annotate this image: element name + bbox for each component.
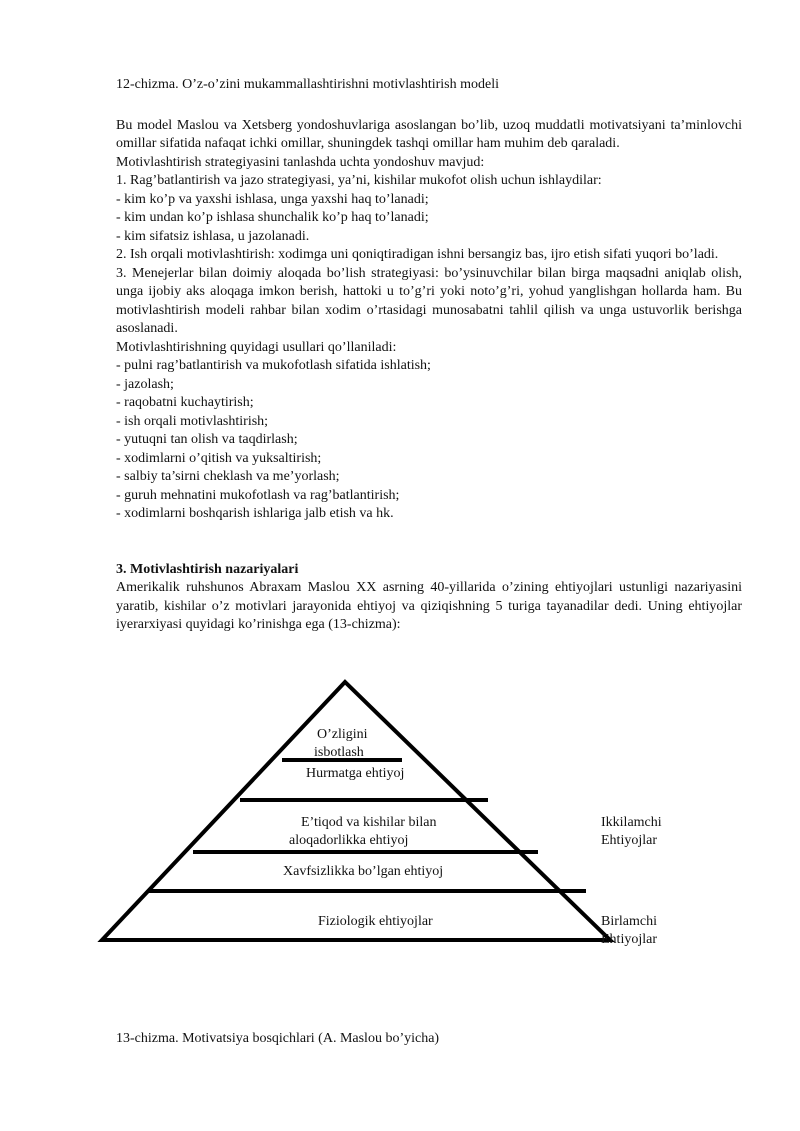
strategy-1-item: - kim ko’p va yaxshi ishlasa, unga yaxshi haq to’lanadi; <box>116 191 429 207</box>
level3-label-line1: E’tiqod va kishilar bilan <box>301 815 437 830</box>
secondary-needs-line2: Ehtiyojlar <box>601 833 657 848</box>
level2-label: Xavfsizlikka bo’lgan ehtiyoj <box>283 864 444 879</box>
method-item: - yutuqni tan olish va taqdirlash; <box>116 432 298 447</box>
method-item: - xodimlarni o’qitish va yuksaltirish; <box>116 450 322 466</box>
method-item: - raqobatni kuchaytirish; <box>116 395 254 410</box>
method-item: - jazolash; <box>116 376 174 392</box>
secondary-needs-line1: Ikkilamchi <box>601 815 662 830</box>
level5-label-line1: O’zligini <box>317 727 368 742</box>
pyramid-outline <box>102 682 610 940</box>
method-item: - xodimlarni boshqarish ishlariga jalb etish va hk. <box>116 506 394 521</box>
theory-paragraph: Amerikalik ruhshunos Abraxam Maslou XX asrning 40-yillarida o’zining ehtiyojlari ustunligi nazariyasini yaratib, kishilar o’z motivlari jarayonida ehtiyoj va qiziqishning 5 turiga tayanadilar dedi. Uning ehtiyojlar iyerarxiyasi quyidagi ko’rinishga ega (13-chizma): <box>116 580 742 632</box>
strategy-3: 3. Menejerlar bilan doimiy aloqada bo’lish strategiyasi: bo’ysinuvchilar bilan birga maqsadni aniqlab olish, unga ijobiy aks aloqaga imkon berish, hattoki u to’g’ri yoki noto’g’ri, yohud yanglishgan hollarda ham. Bu motivlashtirish modeli rahbar bilan xodim o’rtasidagi munosabatni tahlil qilish va unga ustuvorlik berishga asoslanadi. <box>116 265 742 336</box>
level3-label-line2: aloqadorlikka ehtiyoj <box>289 833 409 848</box>
strategy-intro: Motivlashtirish strategiyasini tanlashda uchta yondoshuv mavjud: <box>116 154 485 170</box>
method-item: - guruh mehnatini mukofotlash va rag’batlantirish; <box>116 487 400 503</box>
strategy-1: 1. Rag’batlantirish va jazo strategiyasi, ya’ni, kishilar mukofot olish uchun ishlaydilar: <box>116 173 602 188</box>
methods-intro: Motivlashtirishning quyidagi usullari qo’llaniladi: <box>116 339 397 355</box>
figure-caption-12: 12-chizma. O’z-o’zini mukammallashtirishni motivlashtirish modeli <box>116 77 499 92</box>
section-title: 3. Motivlashtirish nazariyalari <box>116 561 299 577</box>
level4-label: Hurmatga ehtiyoj <box>306 766 405 781</box>
method-item: - ish orqali motivlashtirish; <box>116 413 269 429</box>
strategy-1-item: - kim sifatsiz ishlasa, u jazolanadi. <box>116 228 310 244</box>
method-item: - pulni rag’batlantirish va mukofotlash sifatida ishlatish; <box>116 358 431 373</box>
method-item: - salbiy ta’sirni cheklash va me’yorlash; <box>116 469 340 484</box>
level5-label-line2: isbotlash <box>314 745 364 760</box>
primary-needs-line2: Ehtiyojlar <box>601 932 657 947</box>
figure-caption-13: 13-chizma. Motivatsiya bosqichlari (A. Maslou bo’yicha) <box>116 1031 440 1046</box>
document-body <box>116 76 742 635</box>
level1-label: Fiziologik ehtiyojlar <box>318 914 433 929</box>
primary-needs-line1: Birlamchi <box>601 914 657 929</box>
strategy-1-item: - kim undan ko’p ishlasa shunchalik ko’p haq to’lanadi; <box>116 210 429 225</box>
strategy-2: 2. Ish orqali motivlashtirish: xodimga uni qoniqtiradigan ishni bersangiz bas, ijro etish sifati yuqori bo’ladi. <box>116 247 719 262</box>
intro-paragraph: Bu model Maslou va Xetsberg yondoshuvlariga asoslangan bo’lib, uzoq muddatli motivatsiyani ta’minlovchi omillar sifatida nafaqat ichki omillar, shuningdek tashqi omillar ham muhim deb qaraladi. <box>116 117 742 151</box>
